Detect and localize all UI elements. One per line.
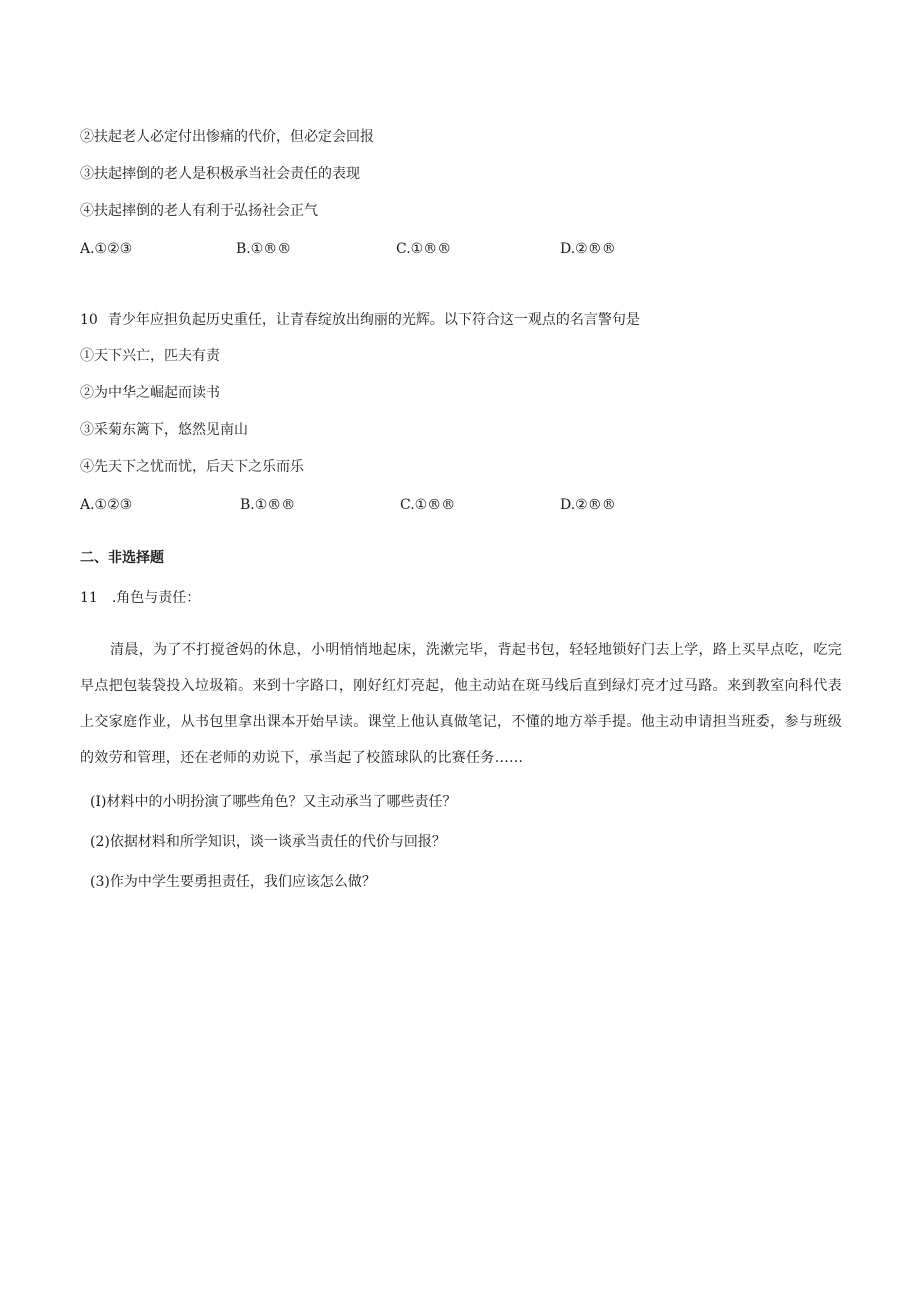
q11-title: .角色与责任： (111, 590, 201, 606)
q10-number: 10 (80, 312, 98, 328)
q10-stem (80, 310, 640, 330)
q9-statement-2: ②扶起老人必定付出惨痛的代价，但必定会回报 (80, 129, 374, 145)
q10-option-a: A.①②③ (80, 497, 133, 513)
section-heading: 二、非选择题 (80, 550, 164, 566)
q10-statement-1: ①天下兴亡，匹夫有责 (80, 348, 220, 364)
q11-subquestion-2: (2)依据材料和所学知识，谈一谈承当责任的代价与回报？ (90, 834, 446, 850)
q10-statement-4: ④先天下之忧而忧，后天下之乐而乐 (80, 459, 304, 475)
q11-subquestion-3: (3)作为中学生要勇担责任，我们应该怎么做？ (90, 874, 376, 890)
q11-stem (80, 588, 200, 608)
q11-subquestion-1: (I)材料中的小明扮演了哪些角色？又主动承当了哪些责任？ (90, 794, 457, 810)
q10-statement-2: ②为中华之崛起而读书 (80, 385, 220, 401)
q11-material-text: 清晨，为了不打搅爸妈的休息，小明悄悄地起床，洗漱完毕，背起书包，轻轻地锁好门去上学，路上买早点吃，吃完早点把包装袋投入垃圾箱。来到十字路口，刚好红灯亮起，他主动站在斑马线后直到绿灯亮才过马路。来到教室向科代表上交家庭作业，从书包里拿出课本开始早读。课堂上他认真做笔记，不懂的地方举手提。他主动申请担当班委，参与班级的效劳和管理，还在老师的劝说下，承当起了校篮球队的比赛任务…… (80, 642, 842, 766)
q10-option-b: B.①®® (240, 497, 296, 513)
q9-statement-3: ③扶起摔倒的老人是积极承当社会责任的表现 (80, 166, 360, 182)
q11-material (80, 632, 842, 776)
q10-option-c: C.①®® (400, 497, 456, 513)
q9-option-d: D.②®® (560, 241, 616, 257)
q11-number: 11 (80, 590, 98, 606)
q9-option-b: B.①®® (236, 241, 292, 257)
q9-option-c: C.①®® (396, 241, 452, 257)
q10-statement-3: ③采菊东篱下，悠然见南山 (80, 422, 248, 438)
q10-option-d: D.②®® (560, 497, 616, 513)
q9-option-a: A.①②③ (80, 241, 133, 257)
q10-question: 青少年应担负起历史重任，让青春绽放出绚丽的光辉。以下符合这一观点的名言警句是 (107, 312, 640, 328)
q9-statement-4: ④扶起摔倒的老人有利于弘扬社会正气 (80, 203, 318, 219)
